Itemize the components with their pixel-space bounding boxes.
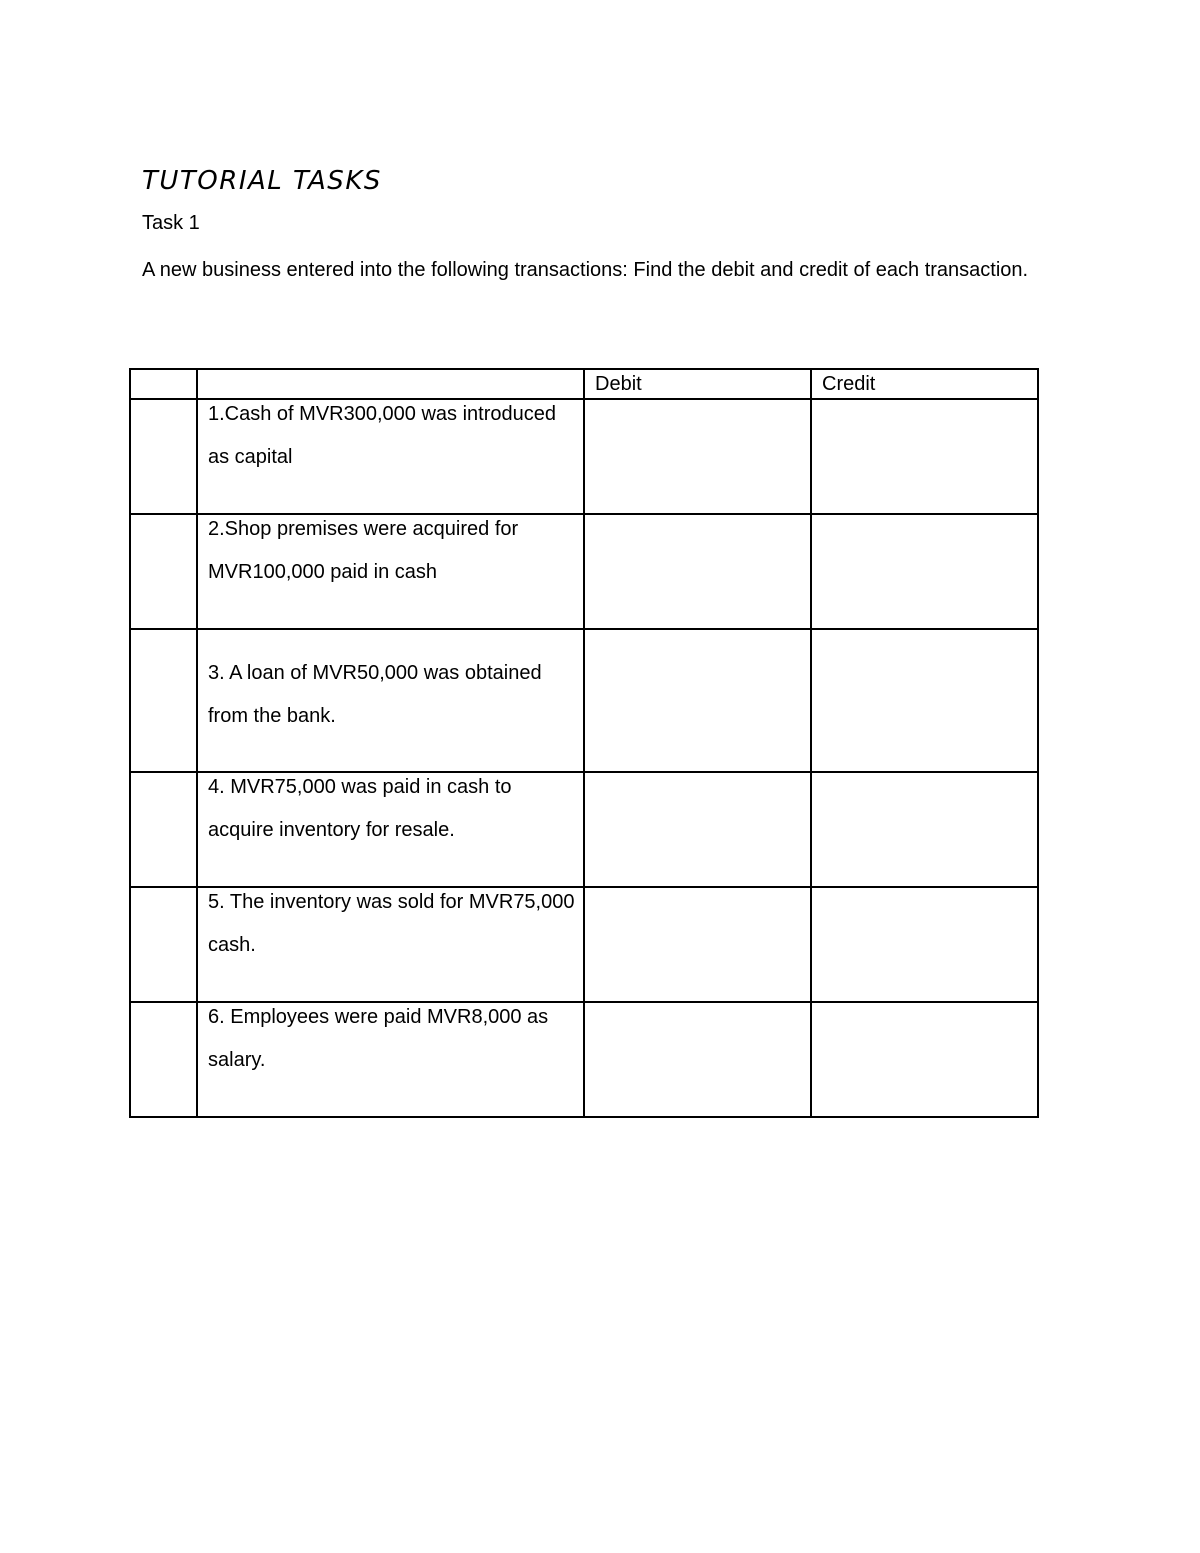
task-label: Task 1: [142, 212, 200, 234]
row-number-cell: [130, 887, 197, 1002]
row-credit-cell: [811, 399, 1038, 514]
row-credit-cell: [811, 629, 1038, 772]
row-number-cell: [130, 772, 197, 887]
table-row: [130, 772, 1038, 887]
header-cell-number: [130, 369, 197, 399]
row-debit-cell: [584, 629, 811, 772]
table-row: [130, 514, 1038, 629]
row-debit-cell: [584, 514, 811, 629]
task-instructions: A new business entered into the following transactions: Find the debit and credit of each transaction.: [142, 259, 1029, 281]
document-title: TUTORIAL TASKS: [142, 166, 382, 196]
row-credit-cell: [811, 772, 1038, 887]
row-description-cell: [197, 887, 584, 1002]
header-number-label: [131, 370, 196, 371]
row-credit-cell: [811, 887, 1038, 1002]
row-number-cell: [130, 1002, 197, 1117]
table-row: [130, 887, 1038, 1002]
transaction-description: 5. The inventory was sold for MVR75,000 cash.: [208, 891, 575, 956]
row-debit-cell: [584, 1002, 811, 1117]
row-credit-cell: [811, 1002, 1038, 1117]
header-debit-label: Debit: [595, 373, 642, 395]
row-description-cell: [197, 399, 584, 514]
transaction-description: 6. Employees were paid MVR8,000 as salary.: [208, 1006, 549, 1071]
header-description-label: [198, 370, 583, 371]
row-number-cell: [130, 629, 197, 772]
table-row: [130, 399, 1038, 514]
transaction-description: 4. MVR75,000 was paid in cash to acquire inventory for resale.: [208, 776, 512, 841]
table-row: [130, 629, 1038, 772]
header-credit-label: Credit: [822, 373, 876, 395]
row-description-cell: [197, 514, 584, 629]
row-description-cell: [197, 772, 584, 887]
row-description-cell: [197, 1002, 584, 1117]
row-credit-cell: [811, 514, 1038, 629]
row-number-cell: [130, 399, 197, 514]
row-number-cell: [130, 514, 197, 629]
table-row: [130, 1002, 1038, 1117]
header-cell-debit: [584, 369, 811, 399]
row-debit-cell: [584, 887, 811, 1002]
transaction-description: 1.Cash of MVR300,000 was introduced as capital: [208, 403, 556, 468]
row-description-cell: [197, 629, 584, 772]
header-cell-credit: [811, 369, 1038, 399]
transaction-description: 2.Shop premises were acquired for MVR100,000 paid in cash: [208, 518, 519, 583]
row-debit-cell: [584, 772, 811, 887]
row-debit-cell: [584, 399, 811, 514]
transactions-table: [129, 368, 1039, 1118]
transaction-description: 3. A loan of MVR50,000 was obtained from the bank.: [208, 662, 542, 727]
